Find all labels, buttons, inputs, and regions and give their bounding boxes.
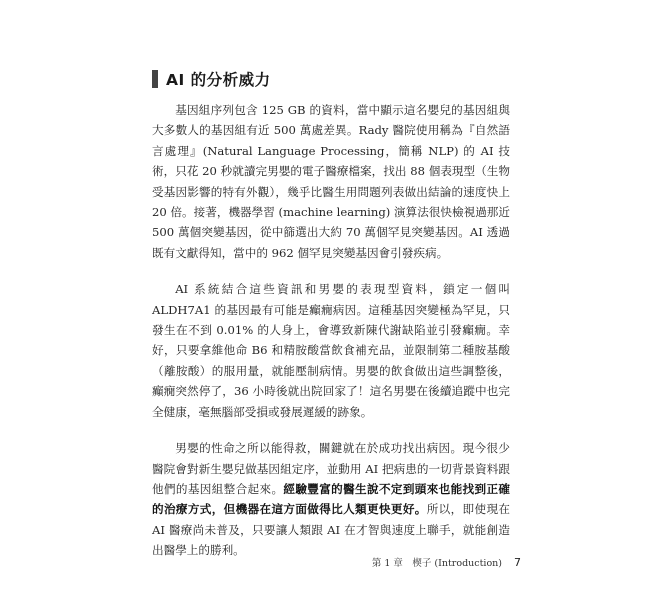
paragraph-1 [152, 100, 510, 263]
paragraph-3-text-a: 男嬰的性命之所以能得救，關鍵就在於成功找出病因。現今很少醫院會對新生嬰兒做基因組定序，並動用 AI 把病患的一切背景資料跟他們的基因組整合起來。 [152, 441, 510, 496]
paragraph-3 [152, 438, 510, 560]
section-title: AI 的分析威力 [166, 71, 271, 89]
paragraph-2-text: AI 系統結合這些資訊和男嬰的表現型資料，鎖定一個叫 ALDH7A1 的基因最有可能是癲癇病因。這種基因突變極為罕見，只發生在不到 0.01% 的人身上，會導致新陳代謝缺陷並引發癲癇。幸好，只要拿維他命 B6 和精胺酸當飲食補充品，並限制第二種胺基酸（離胺酸）的服用量，就能壓制病情。男嬰的飲食做出這些調整後，癲癇突然停了，36 小時後就出院回家了！這名男嬰在後續追蹤中也完全健康，毫無腦部受損或發展遲緩的跡象。 [152, 282, 510, 419]
paragraph-3-emphasis: 經驗豐富的醫生說不定到頭來也能找到正確的治療方式，但機器在這方面做得比人類更快更好。 [152, 481, 510, 517]
paragraph-3-text-b: 所以，即使現在 AI 醫療尚未普及，只要讓人類跟 AI 在才智與速度上聯手，就能創造出醫學上的勝利。 [152, 502, 510, 558]
running-footer-chapter: 第 1 章 楔子 (Introduction) [371, 558, 502, 569]
page-number: 7 [514, 556, 521, 569]
paragraph-1-text: 基因組序列包含 125 GB 的資料，當中顯示這名嬰兒的基因組與大多數人的基因組有近 500 萬處差異。Rady 醫院使用稱為『自然語言處理』(Natural Language Processing，簡稱 NLP) 的 AI 技術，只花 20 秒就讀完男嬰的電子醫療檔案，找出 88 個表現型（生物受基因影響的特有外觀），幾乎比醫生用問題列表做出結論的速度快上 20 倍。接著，機器學習 (machine learning) 演算法很快檢視過那近 500 萬個突變基因，從中篩選出大約 70 萬個罕見突變基因。AI 透過既有文獻得知，當中的 962 個罕見突變基因會引發疾病。 [152, 103, 510, 260]
section-heading [152, 68, 271, 90]
page-footer [372, 555, 521, 569]
heading-marker [152, 70, 158, 88]
body-text [152, 100, 510, 577]
paragraph-2 [152, 279, 510, 422]
